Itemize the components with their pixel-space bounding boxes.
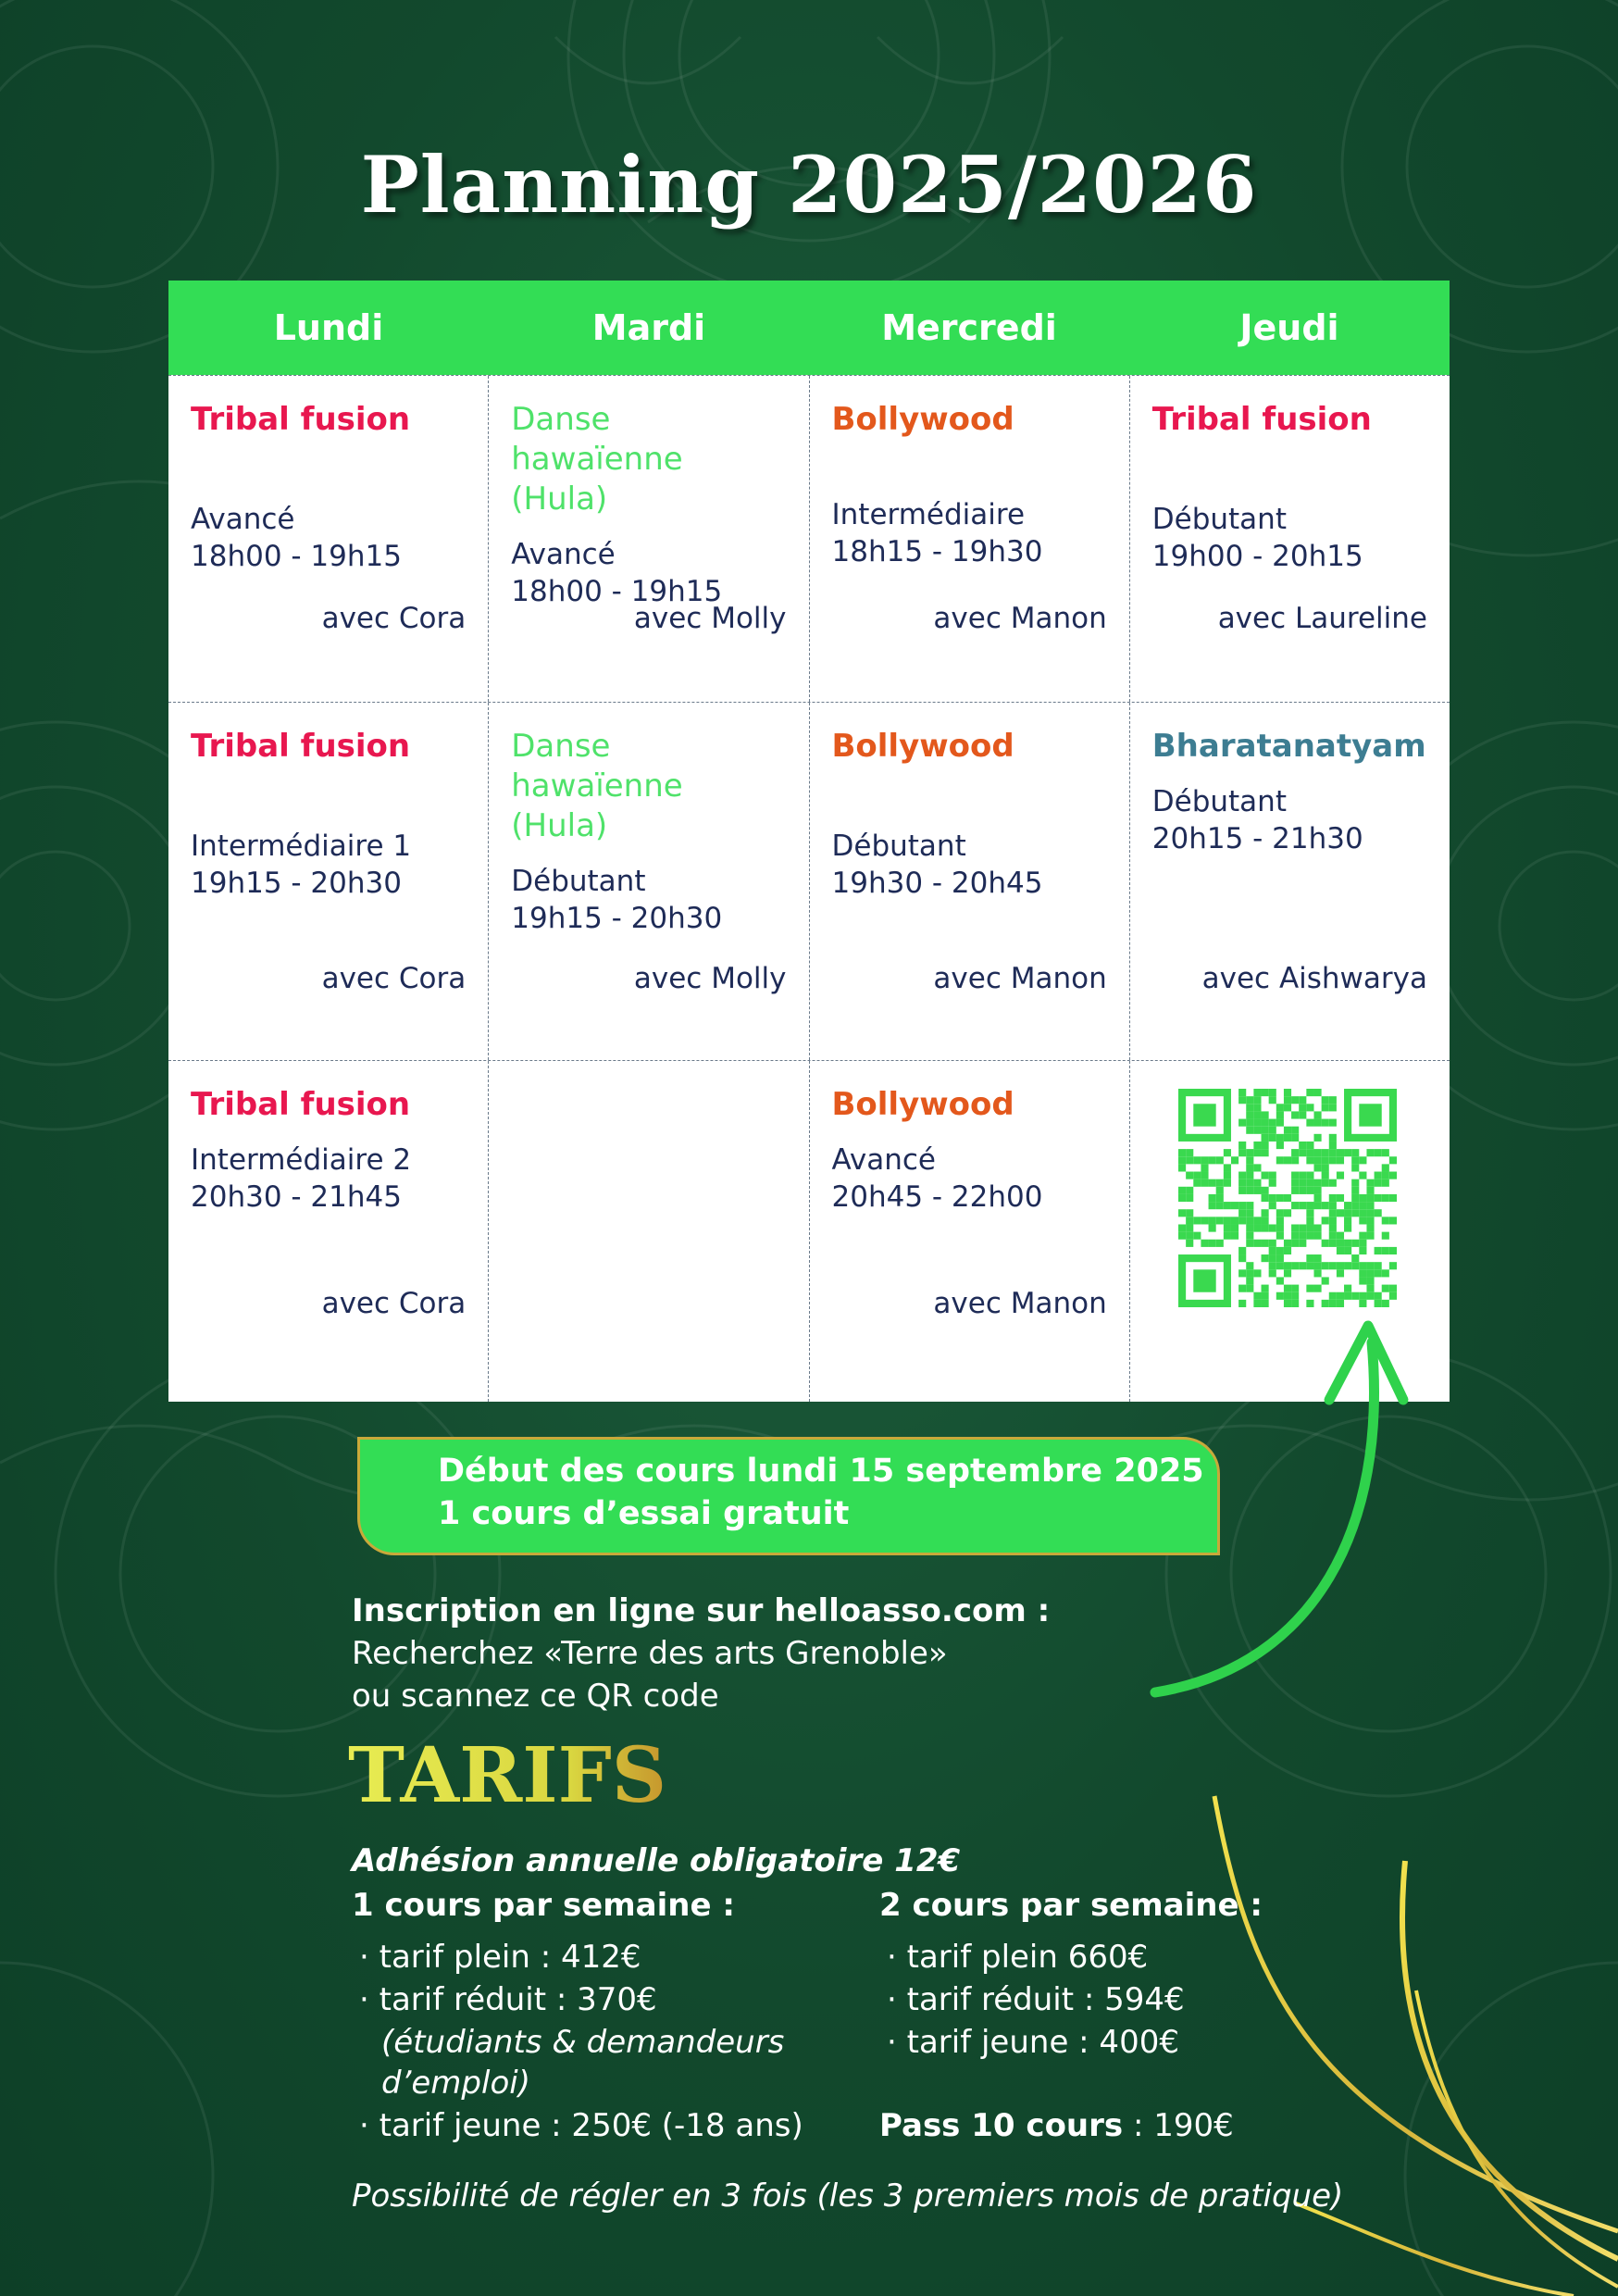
course-time: 18h00 - 19h15 bbox=[511, 575, 723, 608]
course-name-sub: (Hula) bbox=[511, 807, 608, 844]
course-name: Tribal fusion bbox=[191, 728, 411, 765]
course-teacher: avec Laureline bbox=[1217, 602, 1427, 635]
course-teacher: avec Molly bbox=[633, 602, 787, 635]
course-level: Débutant bbox=[1151, 503, 1287, 536]
course-time: 19h00 - 20h15 bbox=[1151, 540, 1363, 573]
two-course-heading: 2 cours par semaine : bbox=[879, 1887, 1263, 1924]
course-level: Débutant bbox=[831, 830, 966, 863]
course-time: 20h15 - 21h30 bbox=[1151, 822, 1363, 855]
start-date-banner bbox=[357, 1437, 1220, 1555]
course-level: Avancé bbox=[831, 1143, 936, 1177]
course-time: 18h15 - 19h30 bbox=[831, 535, 1043, 568]
one-course-item: · tarif réduit : 370€ bbox=[359, 1981, 657, 2018]
one-course-item: · tarif plein : 412€ bbox=[359, 1939, 641, 1976]
course-teacher: avec Manon bbox=[933, 602, 1107, 635]
inscription-line-1: Recherchez «Terre des arts Grenoble» bbox=[352, 1635, 948, 1672]
course-time: 20h30 - 21h45 bbox=[191, 1180, 402, 1214]
course-name: Tribal fusion bbox=[191, 1086, 411, 1123]
two-course-item: · tarif jeune : 400€ bbox=[887, 2024, 1179, 2061]
banner-line-2: 1 cours d’essai gratuit bbox=[438, 1495, 850, 1532]
course-name: Danse hawaïenne bbox=[511, 728, 683, 805]
course-name: Tribal fusion bbox=[1151, 401, 1372, 438]
one-course-note: d’emploi) bbox=[381, 2065, 530, 2102]
one-course-note: (étudiants & demandeurs bbox=[381, 2024, 785, 2061]
course-teacher: avec Cora bbox=[321, 602, 467, 635]
course-teacher: avec Molly bbox=[633, 962, 787, 995]
course-time: 19h15 - 20h30 bbox=[191, 867, 402, 900]
course-level: Avancé bbox=[511, 538, 616, 571]
day-header-mardi: Mardi bbox=[591, 307, 706, 348]
course-name: Bharatanatyam bbox=[1151, 728, 1426, 765]
course-level: Avancé bbox=[191, 503, 295, 536]
two-course-item: · tarif réduit : 594€ bbox=[887, 1981, 1185, 2018]
course-teacher: avec Cora bbox=[321, 1287, 467, 1320]
adhesion-text: Adhésion annuelle obligatoire 12€ bbox=[352, 1842, 961, 1879]
page-title: Planning 2025/2026 bbox=[360, 139, 1258, 231]
day-header-jeudi: Jeudi bbox=[1239, 307, 1339, 348]
course-time: 20h45 - 22h00 bbox=[831, 1180, 1043, 1214]
inscription-heading: Inscription en ligne sur helloasso.com : bbox=[352, 1592, 1051, 1629]
course-name: Bollywood bbox=[831, 1086, 1014, 1123]
course-time: 19h15 - 20h30 bbox=[511, 902, 723, 935]
inscription-line-2: ou scannez ce QR code bbox=[352, 1678, 719, 1715]
pass-label: Pass 10 cours bbox=[879, 2107, 1124, 2144]
two-course-item: · tarif plein 660€ bbox=[887, 1939, 1149, 1976]
course-level: Intermédiaire 1 bbox=[191, 830, 412, 863]
course-level: Intermédiaire bbox=[831, 498, 1026, 531]
course-teacher: avec Manon bbox=[933, 962, 1107, 995]
one-course-heading: 1 cours par semaine : bbox=[352, 1887, 735, 1924]
day-header-lundi: Lundi bbox=[273, 307, 384, 348]
course-time: 19h30 - 20h45 bbox=[831, 867, 1043, 900]
course-name: Bollywood bbox=[831, 728, 1014, 765]
course-level: Intermédiaire 2 bbox=[191, 1143, 412, 1177]
day-header-mercredi: Mercredi bbox=[881, 307, 1057, 348]
pass-10-text bbox=[879, 2107, 1234, 2144]
course-teacher: avec Aishwarya bbox=[1201, 962, 1427, 995]
course-teacher: avec Cora bbox=[321, 962, 467, 995]
course-level: Débutant bbox=[511, 865, 646, 898]
pass-value: : 190€ bbox=[1123, 2107, 1234, 2144]
tarifs-title: TARIFS bbox=[348, 1731, 667, 1820]
course-name: Bollywood bbox=[831, 401, 1014, 438]
course-name: Danse hawaïenne bbox=[511, 401, 683, 478]
course-level: Débutant bbox=[1151, 785, 1287, 818]
payment-footer: Possibilité de régler en 3 fois (les 3 premiers mois de pratique) bbox=[352, 2177, 1344, 2215]
course-name-sub: (Hula) bbox=[511, 480, 608, 518]
course-name: Tribal fusion bbox=[191, 401, 411, 438]
one-course-item: · tarif jeune : 250€ (-18 ans) bbox=[359, 2107, 803, 2144]
banner-line-1: Début des cours lundi 15 septembre 2025 bbox=[438, 1453, 1204, 1490]
course-teacher: avec Manon bbox=[933, 1287, 1107, 1320]
course-time: 18h00 - 19h15 bbox=[191, 540, 402, 573]
